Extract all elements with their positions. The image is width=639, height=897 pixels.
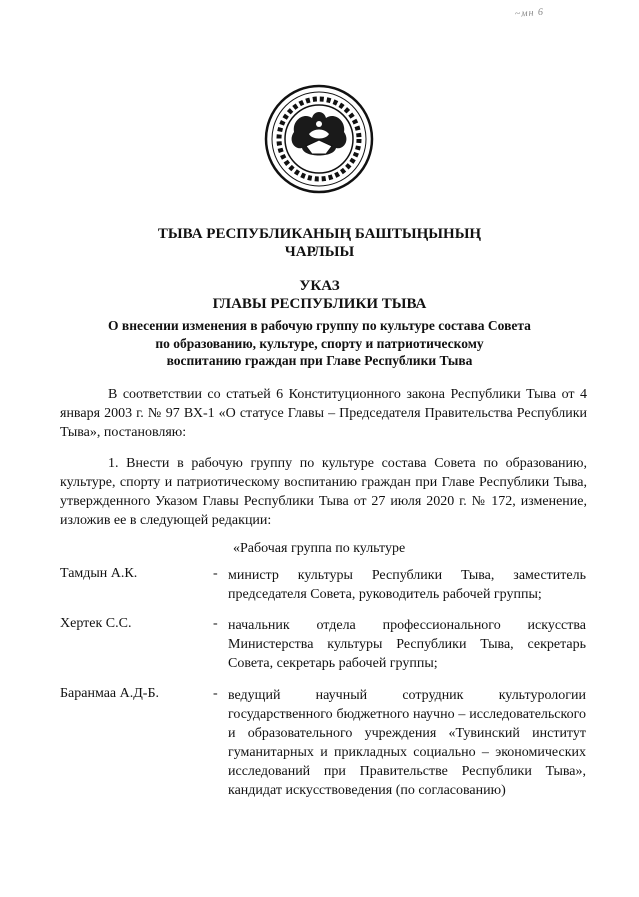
decree-subject-line-1: О внесении изменения в рабочую группу по культуре состава Совета	[108, 318, 531, 333]
member-role: ведущий научный сотрудник культурологии государственного бюджетного научно – исследовательского и образовательного учреждения «Тувинский институт гуманитарных и прикладных социально – экономических исследований при Правительстве Республики Тыва», кандидат искусствоведения (по согласованию)	[228, 688, 586, 798]
preamble-paragraph: В соответствии со статьей 6 Конституционного закона Республики Тыва от 4 января 2003 г. № 97 ВХ-1 «О статусе Главы – Председателя Правительства Республики Тыва», постановляю:	[60, 387, 587, 440]
decree-heading	[60, 277, 579, 313]
member-dash: -	[213, 686, 218, 701]
decree-issuer: ГЛАВЫ РЕСПУБЛИКИ ТЫВА	[212, 296, 427, 312]
working-group-title: «Рабочая группа по культуре	[233, 541, 406, 556]
decree-subject-line-2: по образованию, культуре, спорту и патриотическому	[155, 335, 484, 351]
coat-of-arms-emblem	[264, 84, 374, 194]
republic-title-line-1: ТЫВА РЕСПУБЛИКАНЫҢ БАШТЫҢЫНЫҢ	[157, 226, 482, 242]
handwritten-page-mark: ~мн 6	[514, 6, 545, 20]
member-dash: -	[213, 616, 218, 631]
member-role: министр культуры Республики Тыва, заместитель председателя Совета, руководитель рабочей группы;	[228, 568, 586, 602]
member-dash: -	[213, 566, 218, 581]
decree-subject-line-3: воспитанию граждан при Главе Республики Тыва	[166, 353, 473, 368]
republic-title-line-2: ЧАРЛЫЫ	[284, 244, 355, 260]
member-name: Тамдын А.К.	[60, 566, 138, 581]
decree-word: УКАЗ	[299, 278, 340, 294]
decree-subject	[60, 317, 579, 370]
clause-1-paragraph: 1. Внести в рабочую группу по культуре состава Совета по образованию, культуре, спорту и патриотическому воспитанию граждан при Главе Республики Тыва, утвержденного Указом Главы Республики Тыва от 27 июля 2020 г. № 172, изменение, изложив ее в следующей редакции:	[60, 456, 587, 528]
member-name: Баранмаа А.Д-Б.	[60, 686, 160, 701]
member-name: Хертек С.С.	[60, 616, 132, 631]
republic-title	[60, 225, 579, 261]
member-role: начальник отдела профессионального искусства Министерства культуры Республики Тыва, секретарь Совета, секретарь рабочей группы;	[228, 618, 586, 671]
